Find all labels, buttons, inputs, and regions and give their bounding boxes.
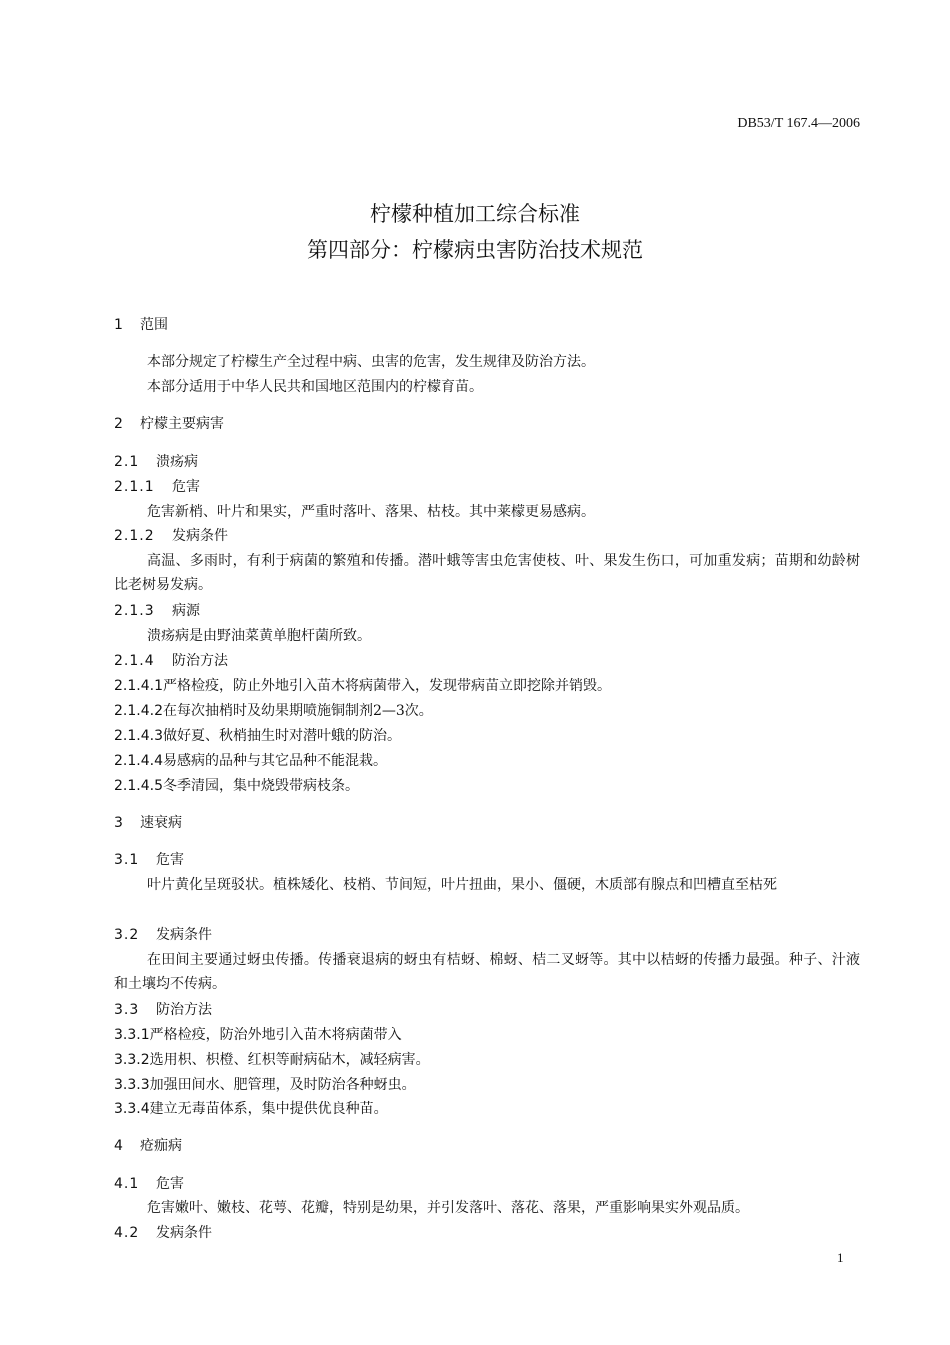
- subsection-heading: 3.3 防治方法: [114, 1002, 212, 1018]
- section-heading: 4 疮痂病: [114, 1138, 182, 1154]
- list-item: 3.3.3加强田间水、肥管理，及时防治各种蚜虫。: [114, 1077, 416, 1093]
- subsection-heading: 2.1.2 发病条件: [114, 528, 228, 544]
- list-item: 2.1.4.1严格检疫，防止外地引入苗木将病菌带入，发现带病苗立即挖除并销毁。: [114, 678, 611, 694]
- standard-code: DB53/T 167.4—2006: [737, 116, 860, 131]
- section-heading: 1 范围: [114, 317, 168, 333]
- list-item: 2.1.4.3做好夏、秋梢抽生时对潜叶蛾的防治。: [114, 728, 401, 744]
- paragraph: 危害嫩叶、嫩枝、花萼、花瓣，特别是幼果，并引发落叶、落花、落果，严重影响果实外观品质。: [147, 1200, 749, 1216]
- document-subtitle: 第四部分：柠檬病虫害防治技术规范: [307, 238, 643, 262]
- list-item: 2.1.4.2在每次抽梢时及幼果期喷施铜制剂2—3次。: [114, 703, 433, 719]
- paragraph: 叶片黄化呈斑驳状。植株矮化、枝梢、节间短，叶片扭曲，果小、僵硬，木质部有腺点和凹槽直至枯死: [147, 877, 777, 893]
- list-item: 3.3.4建立无毒苗体系，集中提供优良种苗。: [114, 1101, 388, 1117]
- paragraph: 危害新梢、叶片和果实，严重时落叶、落果、枯枝。其中莱檬更易感病。: [147, 504, 595, 520]
- paragraph: 本部分规定了柠檬生产全过程中病、虫害的危害，发生规律及防治方法。: [147, 354, 595, 370]
- paragraph: 高温、多雨时，有利于病菌的繁殖和传播。潜叶蛾等害虫危害使枝、叶、果发生伤口，可加重发病；苗期和幼龄树比老树易发病。: [114, 553, 860, 593]
- subsection-heading: 2.1.4 防治方法: [114, 653, 228, 669]
- list-item: 2.1.4.4易感病的品种与其它品种不能混栽。: [114, 753, 387, 769]
- list-item: 3.3.2选用枳、枳橙、红枳等耐病砧木，减轻病害。: [114, 1052, 430, 1068]
- subsection-heading: 4.2 发病条件: [114, 1225, 212, 1241]
- section-heading: 3 速衰病: [114, 815, 182, 831]
- paragraph: 本部分适用于中华人民共和国地区范围内的柠檬育苗。: [147, 379, 483, 395]
- subsection-heading: 2.1.1 危害: [114, 479, 200, 495]
- list-item: 2.1.4.5冬季清园，集中烧毁带病枝条。: [114, 778, 359, 794]
- subsection-heading: 4.1 危害: [114, 1176, 184, 1192]
- section-heading: 2 柠檬主要病害: [114, 416, 224, 432]
- subsection-heading: 3.2 发病条件: [114, 927, 212, 943]
- subsection-heading: 3.1 危害: [114, 852, 184, 868]
- subsection-heading: 2.1.3 病源: [114, 603, 200, 619]
- document-title: 柠檬种植加工综合标准: [370, 202, 580, 226]
- list-item: 3.3.1严格检疫，防治外地引入苗木将病菌带入: [114, 1027, 402, 1043]
- paragraph: 溃疡病是由野油菜黄单胞杆菌所致。: [147, 628, 371, 644]
- paragraph: 在田间主要通过蚜虫传播。传播衰退病的蚜虫有桔蚜、棉蚜、桔二叉蚜等。其中以桔蚜的传播力最强。种子、汁液和土壤均不传病。: [114, 952, 860, 992]
- page-number: 1: [837, 1250, 844, 1265]
- subsection-heading: 2.1 溃疡病: [114, 454, 198, 470]
